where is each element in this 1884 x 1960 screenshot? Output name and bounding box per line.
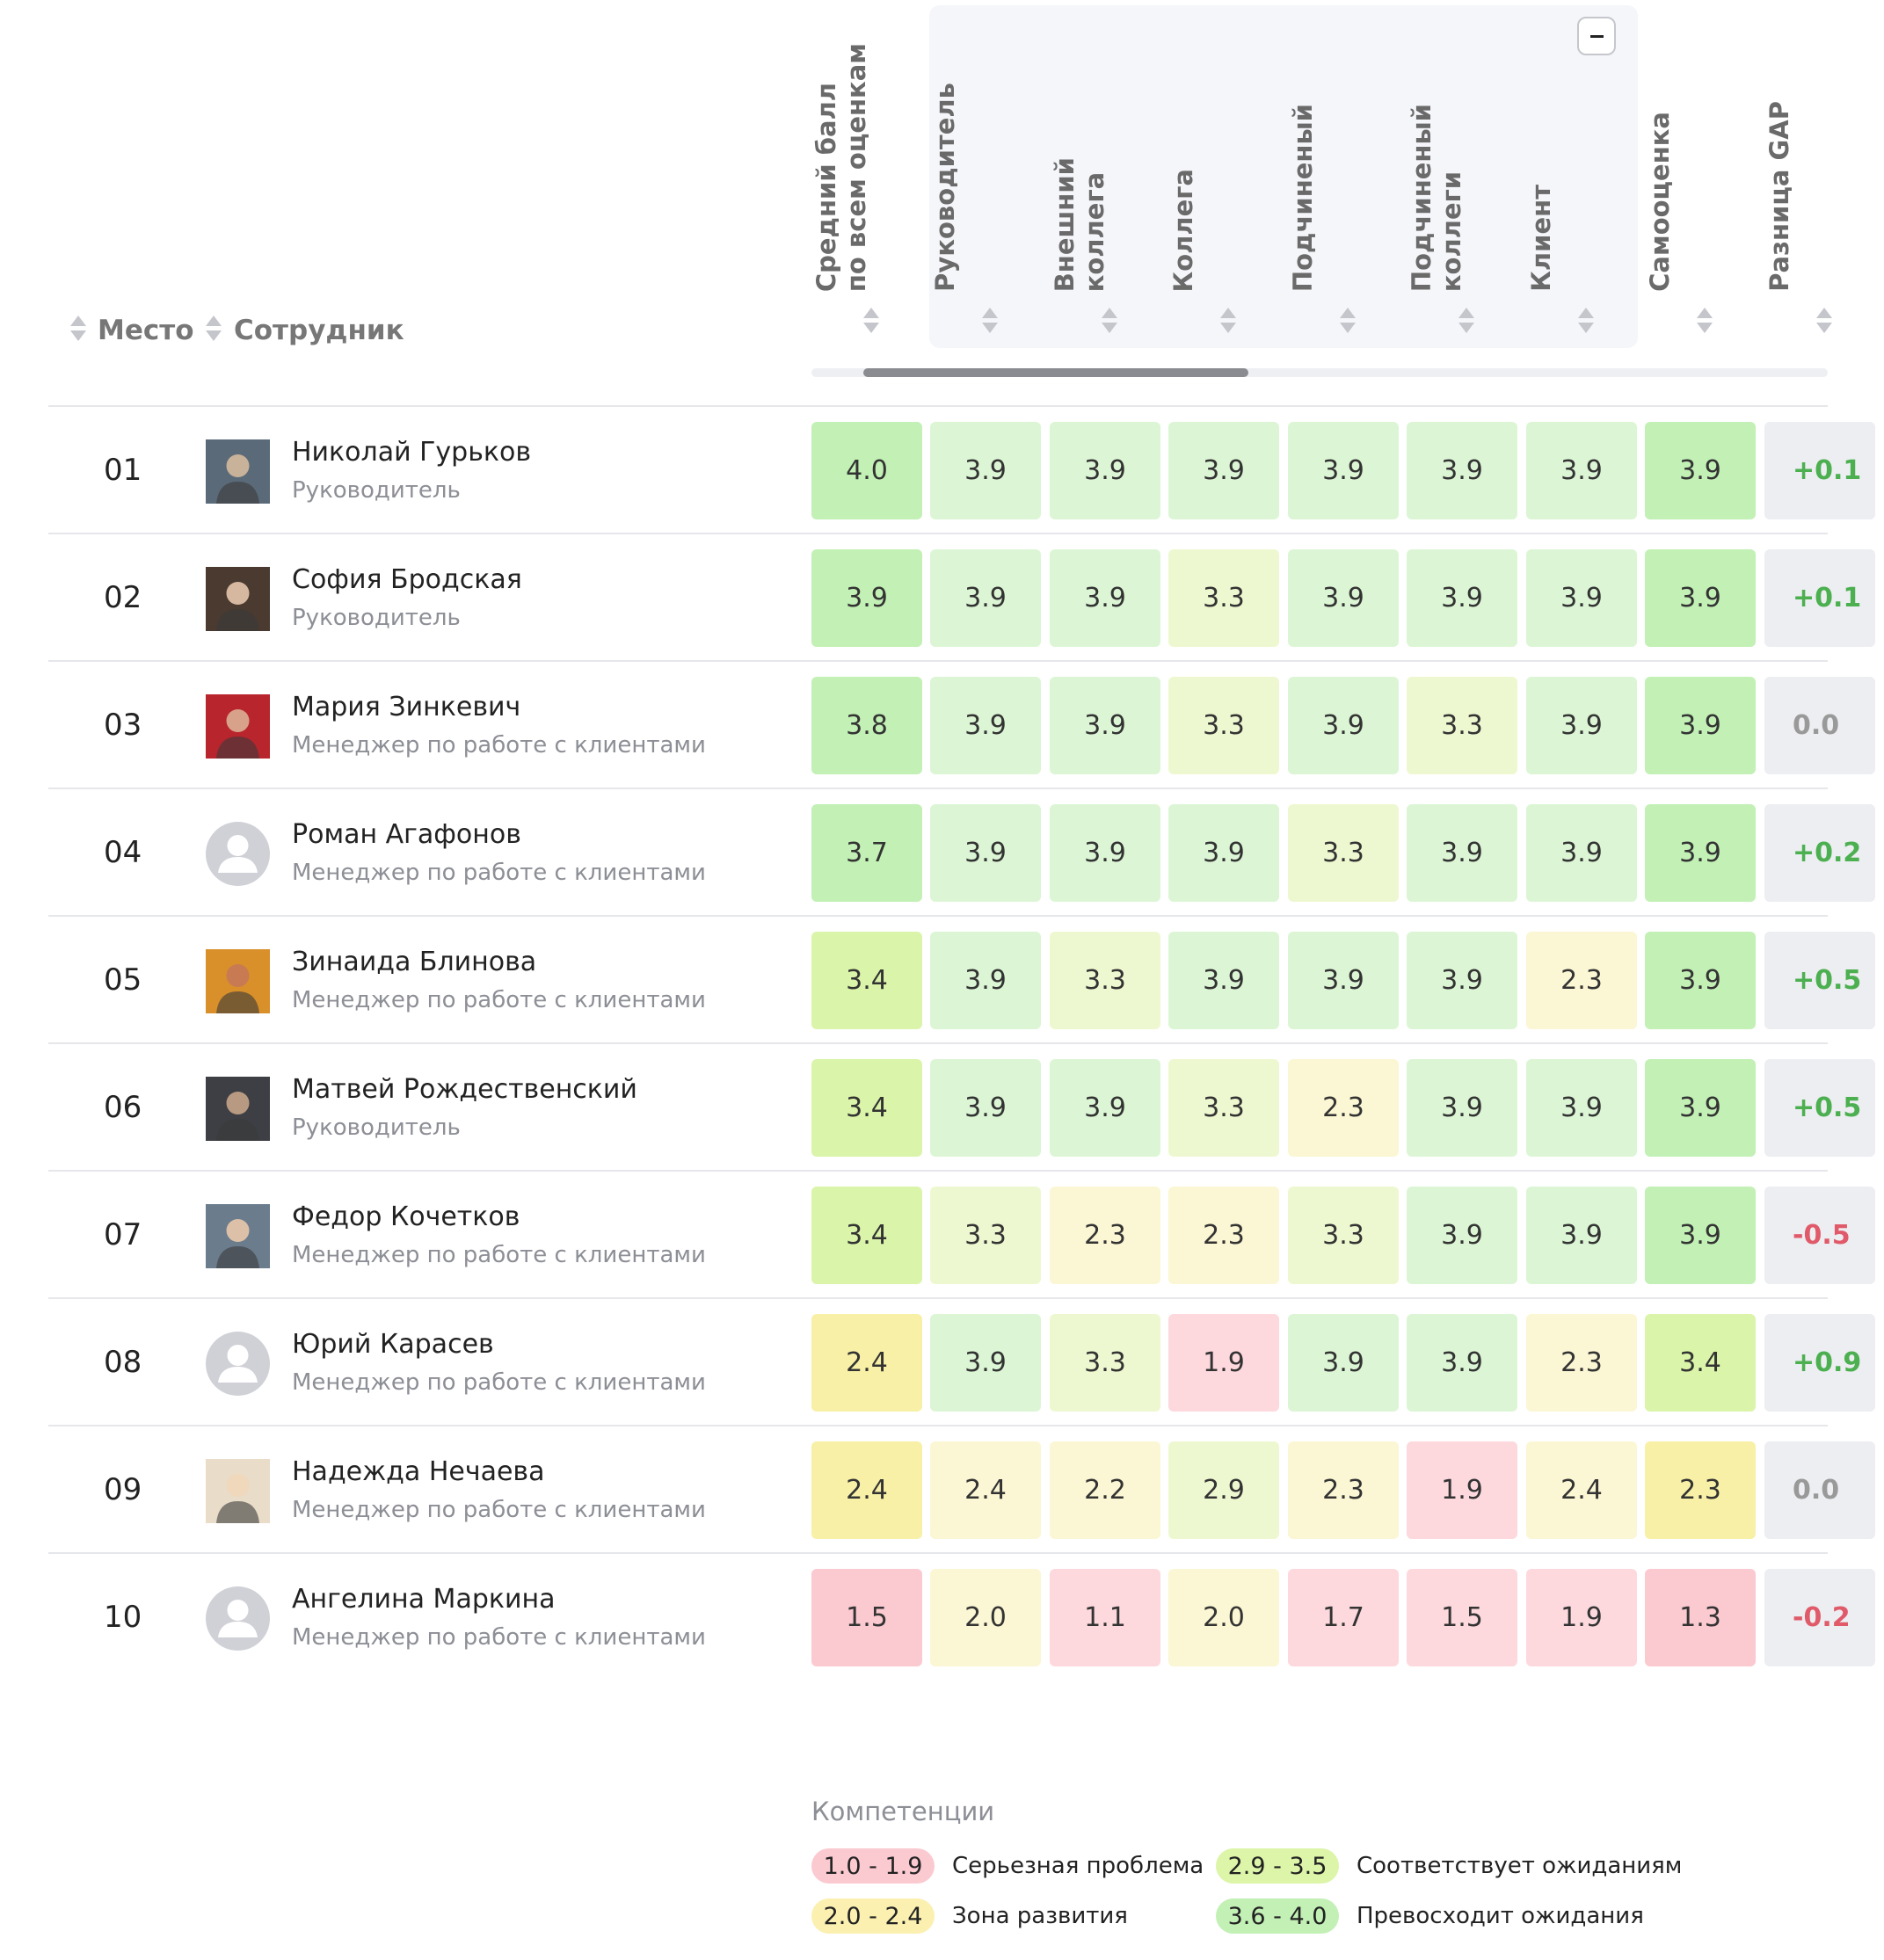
score-cell[interactable]: 3.4: [811, 932, 922, 1029]
score-cell[interactable]: 1.7: [1288, 1569, 1399, 1666]
avatar[interactable]: [206, 694, 270, 759]
column-header-label: Средний балл по всем оценкам: [811, 42, 871, 292]
score-cell[interactable]: 2.3: [1526, 1314, 1637, 1412]
table-row[interactable]: [0, 789, 1873, 917]
avatar[interactable]: [206, 1204, 270, 1268]
gap-cell[interactable]: 0.0: [1764, 677, 1875, 774]
score-cell[interactable]: 3.3: [1050, 932, 1160, 1029]
column-header-label: Коллега: [1168, 168, 1198, 292]
score-cell[interactable]: 3.4: [811, 1059, 922, 1157]
legend-text-meets: Соответствует ожиданиям: [1357, 1853, 1683, 1879]
employee-role: Менеджер по работе с клиентами: [292, 1369, 706, 1396]
column-header-label: Разница GAP: [1764, 101, 1794, 292]
score-cell[interactable]: 3.9: [1645, 677, 1756, 774]
score-cell[interactable]: 3.9: [1526, 549, 1637, 647]
score-cell[interactable]: 2.3: [1288, 1059, 1399, 1157]
column-header-average[interactable]: [811, 0, 931, 348]
legend-text-exceeds: Превосходит ожидания: [1357, 1903, 1644, 1929]
score-cell[interactable]: 3.3: [1168, 1059, 1279, 1157]
score-cell[interactable]: 3.3: [1288, 804, 1399, 902]
table-row[interactable]: [0, 1299, 1873, 1426]
table-row[interactable]: [0, 1426, 1873, 1554]
column-header-label: Подчиненый: [1288, 103, 1318, 292]
employee-name[interactable]: Юрий Карасев: [292, 1329, 494, 1360]
table-row[interactable]: [0, 1554, 1873, 1681]
rank: 07: [104, 1217, 142, 1252]
column-header-label: Руководитель: [930, 83, 960, 292]
score-cell[interactable]: 2.3: [1050, 1187, 1160, 1284]
column-header-gap[interactable]: [1764, 0, 1884, 348]
score-cell[interactable]: 3.9: [1168, 932, 1279, 1029]
gap-cell[interactable]: 0.0: [1764, 1441, 1875, 1539]
gap-cell[interactable]: +0.1: [1764, 422, 1875, 519]
score-cell[interactable]: 3.9: [1168, 422, 1279, 519]
table-row[interactable]: [0, 407, 1873, 534]
score-cells: [811, 917, 1862, 1044]
score-cell[interactable]: 3.9: [1288, 677, 1399, 774]
score-cell[interactable]: 3.9: [1407, 1187, 1517, 1284]
employee-role: Менеджер по работе с клиентами: [292, 860, 706, 886]
score-cell[interactable]: 1.9: [1407, 1441, 1517, 1539]
rank: 09: [104, 1472, 142, 1507]
score-cell[interactable]: 3.9: [1050, 804, 1160, 902]
column-header-label: Клиент: [1526, 185, 1556, 292]
rank: 04: [104, 835, 142, 870]
score-cell[interactable]: 1.9: [1168, 1314, 1279, 1412]
legend-text-development: Зона развития: [952, 1903, 1128, 1929]
legend-range-meets: 2.9 - 3.5: [1216, 1848, 1339, 1884]
rank-header[interactable]: Место: [98, 315, 194, 346]
gap-cell[interactable]: -0.5: [1764, 1187, 1875, 1284]
column-header-colleague[interactable]: [1168, 0, 1288, 348]
sort-icon[interactable]: [1697, 308, 1713, 338]
employee-role: Руководитель: [292, 477, 461, 504]
score-cell[interactable]: 1.5: [1407, 1569, 1517, 1666]
score-cell[interactable]: 3.9: [1526, 1187, 1637, 1284]
score-cell[interactable]: 2.3: [1288, 1441, 1399, 1539]
column-header-label: Самооценка: [1645, 112, 1675, 292]
score-cell[interactable]: 2.9: [1168, 1441, 1279, 1539]
score-cell[interactable]: 3.4: [1645, 1314, 1756, 1412]
avatar[interactable]: [206, 1586, 270, 1651]
rank: 02: [104, 580, 142, 615]
score-cell[interactable]: 3.9: [1288, 422, 1399, 519]
employee-role: Руководитель: [292, 1114, 461, 1141]
sort-icon[interactable]: [1816, 308, 1832, 338]
score-cell[interactable]: 3.9: [1645, 932, 1756, 1029]
score-cell[interactable]: 3.9: [930, 932, 1041, 1029]
score-cells: [811, 789, 1862, 917]
sort-icon[interactable]: [863, 308, 879, 338]
rank: 08: [104, 1345, 142, 1380]
legend-range-development: 2.0 - 2.4: [811, 1898, 935, 1934]
sort-icon[interactable]: [1220, 308, 1236, 338]
score-cell[interactable]: 3.8: [811, 677, 922, 774]
score-cell[interactable]: 3.9: [930, 422, 1041, 519]
score-cell[interactable]: 3.7: [811, 804, 922, 902]
score-cell[interactable]: 3.9: [1526, 1059, 1637, 1157]
employee-role: Менеджер по работе с клиентами: [292, 732, 706, 759]
score-cell[interactable]: 2.4: [811, 1441, 922, 1539]
score-cell[interactable]: 3.4: [811, 1187, 922, 1284]
sort-icon[interactable]: [1102, 308, 1117, 338]
score-cell[interactable]: 3.9: [1050, 1059, 1160, 1157]
score-cell[interactable]: 2.4: [811, 1314, 922, 1412]
score-cells: [811, 1044, 1862, 1172]
score-cell[interactable]: 4.0: [811, 422, 922, 519]
score-cells: [811, 662, 1840, 789]
score-cell[interactable]: 3.9: [1050, 549, 1160, 647]
table-row[interactable]: [0, 1172, 1873, 1299]
score-cells: [811, 1554, 1851, 1681]
rank: 10: [104, 1600, 142, 1635]
employee-name[interactable]: Роман Агафонов: [292, 819, 521, 850]
score-cell[interactable]: 3.9: [1407, 549, 1517, 647]
column-header-colleague-subordinate[interactable]: [1407, 0, 1526, 348]
avatar[interactable]: [206, 567, 270, 631]
score-cells: [811, 1426, 1840, 1554]
score-cell[interactable]: 3.3: [1288, 1187, 1399, 1284]
score-cell[interactable]: 2.0: [930, 1569, 1041, 1666]
score-cell[interactable]: 3.3: [1168, 677, 1279, 774]
score-cell[interactable]: 3.9: [1526, 422, 1637, 519]
column-header-subordinate[interactable]: [1288, 0, 1408, 348]
table-row[interactable]: [0, 1044, 1873, 1172]
table-row[interactable]: [0, 534, 1873, 662]
score-cell[interactable]: 2.3: [1526, 932, 1637, 1029]
column-header-self-assessment[interactable]: [1645, 0, 1764, 348]
score-cell[interactable]: 1.9: [1526, 1569, 1637, 1666]
score-cell[interactable]: 2.4: [1526, 1441, 1637, 1539]
score-cell[interactable]: 3.9: [1407, 1314, 1517, 1412]
score-cell[interactable]: 3.9: [1050, 422, 1160, 519]
score-cell[interactable]: 3.9: [1645, 422, 1756, 519]
employee-role: Менеджер по работе с клиентами: [292, 1497, 706, 1523]
score-cell[interactable]: 2.3: [1168, 1187, 1279, 1284]
score-cell[interactable]: 3.9: [1645, 549, 1756, 647]
score-cell[interactable]: 3.9: [1288, 549, 1399, 647]
score-cell[interactable]: 1.5: [811, 1569, 922, 1666]
column-headers: [0, 0, 1828, 352]
score-cell[interactable]: 3.3: [1168, 549, 1279, 647]
employee-role: Менеджер по работе с клиентами: [292, 1242, 706, 1268]
rank: 03: [104, 708, 142, 743]
score-cell[interactable]: 3.9: [930, 1059, 1041, 1157]
score-cell[interactable]: 3.9: [811, 549, 922, 647]
sort-icon[interactable]: [1340, 308, 1356, 338]
employee-name[interactable]: Ангелина Маркина: [292, 1584, 556, 1615]
score-cell[interactable]: 2.0: [1168, 1569, 1279, 1666]
score-cell[interactable]: 3.9: [1407, 422, 1517, 519]
score-cell[interactable]: 1.3: [1645, 1569, 1756, 1666]
employee-header[interactable]: Сотрудник: [234, 315, 404, 346]
avatar[interactable]: [206, 1332, 270, 1396]
employee-name[interactable]: София Бродская: [292, 564, 522, 595]
employee-role: Руководитель: [292, 605, 461, 631]
score-cell[interactable]: 3.9: [1526, 804, 1637, 902]
table-row[interactable]: [0, 662, 1873, 789]
score-cell[interactable]: 3.9: [1645, 1059, 1756, 1157]
legend-text-serious: Серьезная проблема: [952, 1853, 1204, 1879]
score-cell[interactable]: 1.1: [1050, 1569, 1160, 1666]
avatar[interactable]: [206, 1077, 270, 1141]
score-cell[interactable]: 3.3: [930, 1187, 1041, 1284]
score-cell[interactable]: 3.9: [1288, 1314, 1399, 1412]
score-cell[interactable]: 3.9: [1407, 932, 1517, 1029]
score-cell[interactable]: 3.9: [1168, 804, 1279, 902]
score-cell[interactable]: 3.9: [930, 804, 1041, 902]
score-cell[interactable]: 2.3: [1645, 1441, 1756, 1539]
gap-cell[interactable]: +0.5: [1764, 932, 1875, 1029]
employee-name[interactable]: Матвей Рождественский: [292, 1074, 637, 1105]
score-cell[interactable]: 3.9: [1645, 1187, 1756, 1284]
score-cell[interactable]: 3.9: [1407, 804, 1517, 902]
column-header-label: Внешний коллега: [1050, 156, 1109, 292]
legend-title: Компетенции: [811, 1797, 995, 1826]
score-cell[interactable]: 2.2: [1050, 1441, 1160, 1539]
employee-role: Менеджер по работе с клиентами: [292, 1624, 706, 1651]
table-row[interactable]: [0, 917, 1873, 1044]
employee-name[interactable]: Федор Кочетков: [292, 1201, 520, 1232]
employee-name[interactable]: Зинаида Блинова: [292, 947, 537, 977]
score-cell[interactable]: 3.9: [1288, 932, 1399, 1029]
gap-cell[interactable]: +0.5: [1764, 1059, 1875, 1157]
rank: 06: [104, 1090, 142, 1125]
score-cell[interactable]: 3.9: [1407, 1059, 1517, 1157]
gap-cell[interactable]: +0.2: [1764, 804, 1875, 902]
rank: 01: [104, 453, 142, 488]
employee-role: Менеджер по работе с клиентами: [292, 987, 706, 1013]
score-cells: [811, 1299, 1862, 1426]
gap-cell[interactable]: +0.1: [1764, 549, 1875, 647]
score-cell[interactable]: 3.9: [930, 549, 1041, 647]
score-cell[interactable]: 3.3: [1407, 677, 1517, 774]
avatar[interactable]: [206, 822, 270, 886]
column-header-label: Подчиненый коллеги: [1407, 103, 1466, 292]
sort-icon[interactable]: [982, 308, 998, 338]
rank: 05: [104, 962, 142, 998]
gap-cell[interactable]: +0.9: [1764, 1314, 1875, 1412]
score-cell[interactable]: 3.9: [1050, 677, 1160, 774]
column-header-external-colleague[interactable]: [1050, 0, 1169, 348]
avatar[interactable]: [206, 1459, 270, 1523]
sort-icon[interactable]: [1578, 308, 1594, 338]
score-cell[interactable]: 3.3: [1050, 1314, 1160, 1412]
employee-name[interactable]: Надежда Нечаева: [292, 1456, 545, 1487]
employee-name[interactable]: Николай Гурьков: [292, 437, 532, 468]
legend-range-exceeds: 3.6 - 4.0: [1216, 1898, 1339, 1934]
column-header-client[interactable]: [1526, 0, 1646, 348]
score-cells: [811, 534, 1862, 662]
score-cell[interactable]: 3.9: [930, 1314, 1041, 1412]
horizontal-scrollbar-thumb[interactable]: [863, 368, 1248, 377]
score-cell[interactable]: 3.9: [1645, 804, 1756, 902]
legend-range-serious: 1.0 - 1.9: [811, 1848, 935, 1884]
employee-name[interactable]: Мария Зинкевич: [292, 692, 521, 722]
score-cell[interactable]: 3.9: [930, 677, 1041, 774]
avatar[interactable]: [206, 949, 270, 1013]
score-cell[interactable]: 3.9: [1526, 677, 1637, 774]
sort-icon[interactable]: [1458, 308, 1474, 338]
score-cell[interactable]: 2.4: [930, 1441, 1041, 1539]
column-header-manager[interactable]: [930, 0, 1050, 348]
gap-cell[interactable]: -0.2: [1764, 1569, 1875, 1666]
score-cells: [811, 1172, 1851, 1299]
avatar[interactable]: [206, 439, 270, 504]
score-cells: [811, 407, 1862, 534]
